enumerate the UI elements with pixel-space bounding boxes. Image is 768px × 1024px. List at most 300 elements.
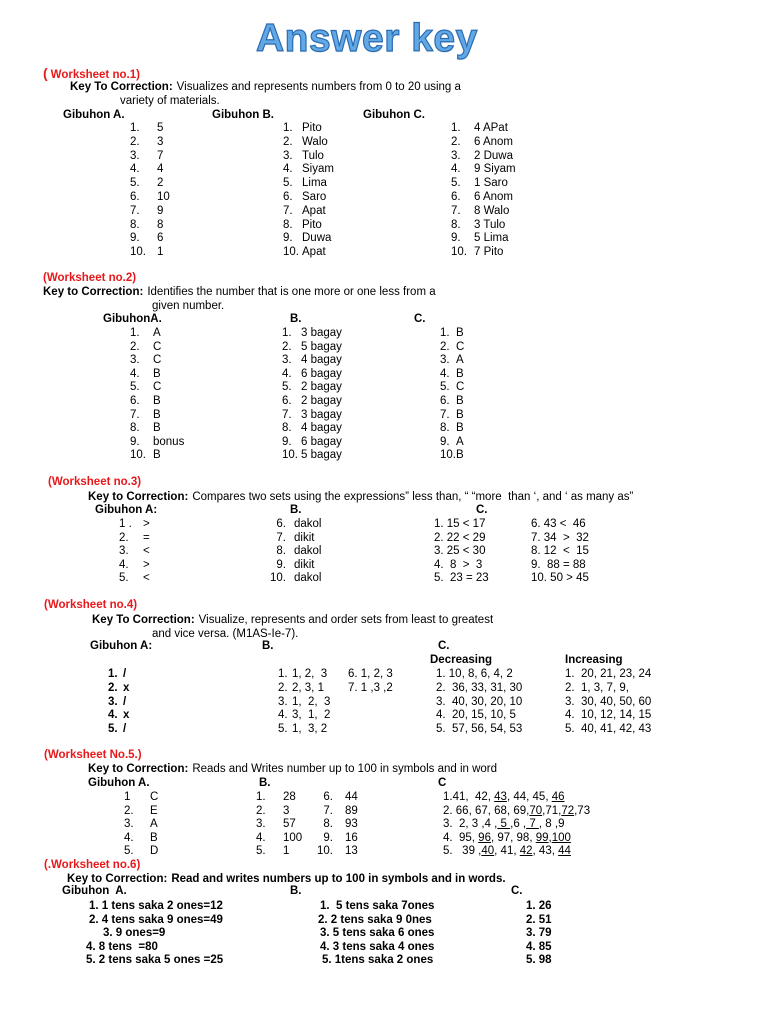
key-to-correction	[43, 285, 436, 299]
answer-number: 1.	[282, 327, 292, 339]
answer-number: 1	[124, 791, 131, 803]
answer-value: =	[143, 531, 150, 544]
answer-number: 9.	[282, 435, 292, 448]
answer-value: 44	[345, 791, 358, 803]
answer-value: Pito	[302, 218, 322, 231]
answer-item	[443, 817, 565, 831]
answer-number: 3.	[283, 149, 293, 162]
answer-number: 5.	[119, 572, 129, 584]
answer-number: 7.	[130, 408, 140, 421]
answer-item: 5. 98	[526, 954, 552, 966]
answer-number: 3.	[278, 695, 288, 708]
key-label: Key To Correction:	[70, 81, 173, 93]
column-header: GibuhonA.	[103, 313, 162, 325]
answer-number: 3.	[451, 149, 461, 162]
answer-value: B	[456, 367, 464, 380]
answer-value: 3 Tulo	[474, 218, 506, 231]
answer-value: B	[456, 422, 464, 435]
answer-number: 4.	[108, 709, 118, 722]
answer-value: 4 bagay	[301, 422, 342, 435]
column-header: Gibuhon B.	[212, 109, 274, 121]
answer-number: 3.	[256, 818, 266, 831]
answer-value: B	[456, 327, 464, 339]
answer-number: 5.	[440, 381, 450, 394]
answer-value: A	[456, 354, 464, 367]
answer-item: 5. 40, 41, 42, 43	[565, 723, 652, 735]
column-header: Gibuhon A.	[63, 109, 125, 121]
answer-value: C	[153, 340, 162, 353]
answer-item: 2. 51	[526, 913, 552, 926]
answer-number: 6.	[282, 395, 292, 407]
answer-number: 3.	[282, 354, 292, 367]
answer-text: 4. 95,	[443, 831, 479, 844]
answer-value: Apat	[302, 246, 326, 259]
answer-value: C	[153, 354, 162, 367]
answer-text: , 97, 98,	[490, 831, 536, 844]
answer-number: 3.	[108, 695, 118, 708]
answer-text: 2. 66, 67, 68, 69,	[443, 804, 530, 817]
worksheet-heading	[44, 858, 140, 872]
answer-item: 6. 43 < 46	[531, 518, 586, 530]
answer-text: 1.41, 42,	[443, 791, 495, 803]
answer-number: 1 .	[119, 518, 132, 530]
answer-number: 8.	[323, 818, 333, 831]
answer-value: 2	[157, 177, 164, 190]
answer-value: 57	[283, 818, 296, 831]
answer-number: 2.	[130, 135, 140, 148]
answer-value: <	[143, 545, 150, 557]
answer-number: 7.	[130, 204, 140, 217]
key-text: Reads and Writes number up to 100 in symbols and in word	[192, 763, 498, 775]
answer-number: 5.	[283, 177, 293, 190]
answer-number: 4.	[451, 163, 461, 176]
answer-number: 6.	[451, 191, 461, 203]
answer-value: C	[456, 340, 465, 353]
answer-number: 9.	[283, 232, 293, 245]
underlined-answer: 96	[478, 831, 491, 844]
key-text: Visualize, represents and order sets from least to greatest	[198, 614, 494, 626]
answer-text: , 43,	[532, 845, 559, 858]
answer-number: 5.	[282, 381, 292, 394]
answer-number: 1.	[130, 327, 140, 339]
answer-value: B	[456, 395, 464, 407]
column-header: B.	[259, 777, 271, 789]
underlined-answer: 46	[551, 791, 565, 803]
answer-item: 3. 9 ones=9	[103, 927, 166, 939]
key-text-continued: variety of materials.	[120, 95, 220, 107]
answer-value: 3	[283, 804, 290, 817]
underlined-answer: 100	[551, 831, 571, 844]
key-label: Key to Correction:	[88, 491, 189, 503]
answer-number: 4.	[440, 367, 450, 380]
key-text: Identifies the number that is one more or one less from a	[147, 286, 436, 298]
answer-item	[443, 790, 565, 804]
answer-item: 4. 8 > 3	[434, 558, 483, 571]
answer-number: 2.	[130, 340, 140, 353]
answer-value: D	[150, 845, 159, 858]
answer-number: 5.	[108, 723, 118, 735]
underlined-answer: 42	[519, 845, 533, 858]
answer-value: 10	[157, 191, 170, 203]
answer-number: 8.	[282, 422, 292, 435]
answer-value: x	[123, 681, 130, 694]
answer-item: 10. 50 > 45	[531, 572, 589, 584]
answer-number: 2.	[119, 531, 129, 544]
answer-item: 5. 23 = 23	[434, 572, 489, 584]
answer-number: 5.	[256, 845, 266, 858]
answer-value: B	[150, 831, 158, 844]
answer-item: 2. 4 tens saka 9 ones=49	[89, 913, 223, 926]
answer-number: 3.	[440, 354, 450, 367]
answer-value: C	[456, 381, 465, 394]
answer-value: >	[143, 558, 150, 571]
answer-item: 6. 1, 2, 3	[348, 668, 393, 680]
answer-number: 1.	[256, 791, 266, 803]
answer-item: 5. 1tens saka 2 ones	[322, 954, 434, 966]
answer-number: 3.	[124, 818, 134, 831]
answer-value: 4	[157, 163, 164, 176]
answer-text: ,	[548, 831, 552, 844]
answer-value: B	[153, 408, 161, 421]
column-header: Gibuhon A:	[95, 504, 158, 516]
column-header: Gibuhon A.	[62, 885, 127, 897]
answer-number: 5.	[130, 177, 140, 190]
answer-number: 7.	[451, 204, 461, 217]
answer-number: 5.	[278, 723, 288, 735]
column-header: B.	[290, 313, 302, 325]
answer-value: /	[123, 668, 127, 680]
answer-value: Lima	[302, 177, 327, 190]
answer-number: 1.	[440, 327, 450, 339]
answer-item: 2. 22 < 29	[434, 531, 486, 544]
answer-number: 7.	[440, 408, 450, 421]
answer-value: Saro	[302, 191, 327, 203]
answer-value: 7	[157, 149, 164, 162]
answer-value: 9 Siyam	[474, 163, 516, 176]
heading-text: (Worksheet no.3)	[48, 476, 142, 488]
answer-value: /	[123, 723, 127, 735]
answer-value: <	[143, 572, 150, 584]
column-header: C.	[511, 885, 523, 897]
answer-number: 7.	[282, 408, 292, 421]
answer-item: 1. 1 tens saka 2 ones=12	[89, 900, 223, 912]
answer-number: 2.	[256, 804, 266, 817]
key-label: Key To Correction:	[92, 614, 195, 626]
answer-value: B	[153, 449, 161, 462]
answer-number: 10.	[282, 449, 298, 462]
answer-item: 2. 1, 3, 7, 9,	[565, 681, 629, 694]
answer-value: Apat	[302, 204, 326, 217]
answer-number: 9.	[130, 232, 140, 245]
key-text: Visualizes and represents numbers from 0 to 20 using a	[176, 81, 461, 93]
answer-number: 2.	[108, 681, 118, 694]
column-header: C.	[476, 504, 488, 516]
column-subheader: Increasing	[565, 654, 623, 666]
answer-number: 9.	[440, 435, 450, 448]
answer-item: 3. 79	[526, 927, 552, 939]
answer-value: 89	[345, 804, 358, 817]
answer-value: 93	[345, 818, 358, 831]
answer-text: 3. 2, 3 ,4 ,	[443, 818, 498, 831]
answer-value: 3	[157, 135, 164, 148]
key-text: Compares two sets using the expressions” less than, “ “more than ‘, and ‘ as many as”	[192, 491, 634, 503]
key-label: Key to Correction:	[88, 763, 189, 775]
answer-value: 3 bagay	[301, 327, 342, 339]
answer-value: 5 Lima	[474, 232, 509, 245]
answer-value: 1	[283, 845, 290, 858]
answer-value: C	[150, 791, 159, 803]
answer-value: dikit	[294, 558, 315, 571]
underlined-answer: 72	[561, 804, 575, 817]
answer-number: 6.	[323, 791, 333, 803]
answer-number: 10.	[130, 449, 146, 462]
answer-number: 2.	[278, 681, 288, 694]
answer-item: 4. 10, 12, 14, 15	[565, 709, 652, 722]
answer-value: B	[153, 395, 161, 407]
answer-value: Tulo	[302, 149, 324, 162]
answer-number: 8.	[130, 218, 140, 231]
answer-item: 4. 20, 15, 10, 5	[436, 709, 516, 722]
answer-number: 6.	[283, 191, 293, 203]
column-header: Gibuhon A.	[88, 777, 150, 789]
answer-number: 8.	[130, 422, 140, 435]
answer-value: 28	[283, 791, 296, 803]
answer-value: A	[150, 818, 158, 831]
answer-number: 1.	[130, 122, 140, 134]
key-to-correction	[70, 80, 461, 94]
answer-value: 4 bagay	[301, 354, 342, 367]
answer-value: 2 bagay	[301, 395, 342, 407]
answer-value: 16	[345, 831, 358, 844]
answer-value: 8 Walo	[474, 204, 510, 217]
answer-item: 7. 34 > 32	[531, 531, 589, 544]
answer-number: 1.	[278, 668, 288, 680]
answer-value: 1, 2, 3	[292, 695, 331, 708]
answer-value: 5	[157, 122, 164, 134]
worksheet-heading	[48, 475, 141, 489]
heading-text: (Worksheet no.4)	[44, 599, 138, 611]
answer-value: 6 Anom	[474, 191, 513, 203]
answer-value: B	[456, 408, 464, 421]
answer-value: /	[123, 695, 127, 708]
answer-value: 8	[157, 218, 164, 231]
answer-value: Siyam	[302, 163, 334, 176]
key-label: Key to Correction:	[67, 873, 168, 885]
answer-number: 5.	[124, 845, 134, 858]
answer-value: 6 bagay	[301, 367, 342, 380]
answer-value: dakol	[294, 545, 322, 557]
answer-number: 3.	[130, 354, 140, 367]
answer-value: 4 APat	[474, 122, 508, 134]
answer-number: 4.	[124, 831, 134, 844]
answer-value: dakol	[294, 572, 322, 584]
answer-item: 9. 88 = 88	[531, 558, 586, 571]
answer-number: 4.	[119, 558, 129, 571]
answer-value: 6	[157, 232, 164, 245]
column-header: Gibuhon A:	[90, 640, 153, 652]
answer-number: 10.	[130, 246, 146, 259]
answer-value: 2 bagay	[301, 381, 342, 394]
answer-number: 9.	[130, 435, 140, 448]
answer-value: 2, 3, 1	[292, 681, 324, 694]
answer-item	[443, 804, 590, 818]
answer-item: 4. 8 tens =80	[86, 940, 158, 953]
answer-value: B	[153, 422, 161, 435]
key-to-correction	[67, 872, 506, 886]
column-header: Gibuhon C.	[363, 109, 425, 121]
answer-number: 7.	[276, 531, 286, 544]
answer-item: 1. 5 tens saka 7ones	[320, 900, 435, 912]
answer-value: >	[143, 518, 150, 530]
key-to-correction	[92, 613, 493, 627]
answer-item: 3. 30, 40, 50, 60	[565, 695, 652, 708]
answer-number: 2.	[282, 340, 292, 353]
answer-text: ,6 ,	[510, 818, 527, 831]
answer-text: , 8 ,9	[538, 818, 565, 831]
answer-value: 1	[157, 246, 164, 259]
answer-number: 5.	[451, 177, 461, 190]
answer-value: x	[123, 709, 130, 722]
answer-number: 9.	[276, 558, 286, 571]
answer-value: 1, 3, 2	[292, 723, 328, 735]
answer-number: 3.	[130, 149, 140, 162]
worksheet-heading	[43, 271, 136, 285]
key-text-continued: given number.	[152, 300, 225, 312]
answer-number: 1.	[283, 122, 293, 134]
underlined-answer: 5	[497, 818, 511, 831]
answer-value: A	[153, 327, 161, 339]
answer-number: 2.	[124, 804, 134, 817]
underlined-answer: 40	[481, 845, 495, 858]
answer-text: ,71,	[542, 804, 562, 817]
answer-value: A	[456, 435, 464, 448]
answer-number: 10.	[317, 845, 333, 858]
answer-number: 4.	[282, 367, 292, 380]
heading-text: Worksheet no.1)	[50, 69, 140, 81]
answer-value: 6 Anom	[474, 135, 513, 148]
answer-item: 4. 3 tens saka 4 ones	[320, 940, 435, 953]
answer-item: 3. 40, 30, 20, 10	[436, 695, 523, 708]
underlined-answer: 99	[535, 831, 549, 844]
underlined-answer: 43	[494, 791, 507, 803]
answer-item: 3. 5 tens saka 6 ones	[320, 927, 435, 939]
answer-value: Pito	[302, 122, 322, 134]
answer-item: 8. 12 < 15	[531, 545, 589, 557]
answer-item: 3. 25 < 30	[434, 545, 486, 557]
answer-item: 5. 2 tens saka 5 ones =25	[86, 954, 224, 966]
answer-item	[443, 844, 571, 858]
answer-value: B	[153, 367, 161, 380]
answer-number: 8.	[283, 218, 293, 231]
key-text-continued: and vice versa. (M1AS-Ie-7).	[152, 628, 299, 640]
answer-value: Duwa	[302, 232, 332, 245]
answer-number: 3.	[119, 545, 129, 557]
column-header: B.	[290, 504, 302, 516]
answer-number: 10.	[451, 246, 467, 259]
answer-value: 13	[345, 845, 358, 858]
underlined-answer: 44	[558, 845, 571, 858]
answer-number: 8.	[276, 545, 286, 557]
answer-value: 3, 1, 2	[292, 709, 331, 722]
answer-number: 4.	[283, 163, 293, 176]
answer-number: 10.	[283, 246, 299, 259]
answer-number: 1.	[108, 668, 118, 680]
answer-number: 8.	[440, 422, 450, 435]
answer-value: dikit	[294, 531, 315, 544]
answer-number: 2.	[440, 340, 450, 353]
answer-value: 2 Duwa	[474, 149, 513, 162]
answer-number: 6.	[130, 395, 140, 407]
column-header: B.	[262, 640, 274, 652]
answer-value: dakol	[294, 518, 322, 530]
column-header: B.	[290, 885, 302, 897]
answer-value: 5 bagay	[301, 449, 342, 462]
column-header: C.	[414, 313, 426, 325]
worksheet-heading	[44, 598, 137, 612]
answer-value: 9	[157, 204, 164, 217]
answer-number: 2.	[451, 135, 461, 148]
answer-number: 5.	[130, 381, 140, 394]
heading-text: (Worksheet No.5.)	[44, 749, 142, 761]
key-text: Read and writes numbers up to 100 in symbols and in words.	[171, 873, 506, 885]
column-header: C	[438, 777, 447, 789]
answer-number: 9.	[323, 831, 333, 844]
answer-value: C	[153, 381, 162, 394]
key-label: Key to Correction:	[43, 286, 144, 298]
answer-item	[443, 831, 571, 845]
answer-number: 1.	[451, 122, 461, 134]
answer-item: 4. 85	[526, 940, 552, 953]
answer-number: 4.	[256, 831, 266, 844]
answer-item: 7. 1 ,3 ,2	[348, 681, 393, 694]
answer-number: 8.	[451, 218, 461, 231]
answer-text: , 44, 45,	[506, 791, 552, 803]
answer-value: bonus	[153, 435, 185, 448]
key-to-correction	[88, 762, 497, 776]
answer-item: 1. 10, 8, 6, 4, 2	[436, 668, 513, 680]
column-header: C.	[438, 640, 450, 652]
answer-number: 9.	[451, 232, 461, 245]
answer-value: E	[150, 804, 158, 817]
answer-number: 6.	[130, 191, 140, 203]
answer-text: 5. 39 ,	[443, 845, 482, 858]
answer-item: 2. 2 tens saka 9 0nes	[318, 913, 432, 926]
answer-value: B	[456, 449, 464, 462]
answer-number: 4.	[130, 163, 140, 176]
answer-item: 1. 15 < 17	[434, 518, 486, 530]
answer-text: ,73	[574, 804, 591, 817]
answer-number: 6.	[276, 518, 286, 530]
answer-number: 7.	[283, 204, 293, 217]
answer-value: 6 bagay	[301, 435, 342, 448]
answer-value: 5 bagay	[301, 340, 342, 353]
answer-value: 100	[283, 831, 303, 844]
underlined-answer: 70	[529, 804, 543, 817]
answer-number: 4.	[278, 709, 288, 722]
heading-text: (Worksheet no.2)	[43, 272, 137, 284]
heading-paren: (	[43, 65, 48, 81]
answer-item: 2. 36, 33, 31, 30	[436, 681, 523, 694]
page-title: Answer key	[256, 17, 478, 60]
heading-text: (.Worksheet no.6)	[44, 859, 141, 871]
answer-item: 1. 26	[526, 900, 552, 912]
answer-text: , 41,	[494, 845, 520, 858]
answer-item: 1. 20, 21, 23, 24	[565, 668, 652, 680]
answer-number: 4.	[130, 367, 140, 380]
answer-number: 7.	[323, 804, 333, 817]
answer-number: 6.	[440, 395, 450, 407]
underlined-answer: 7	[526, 818, 539, 831]
